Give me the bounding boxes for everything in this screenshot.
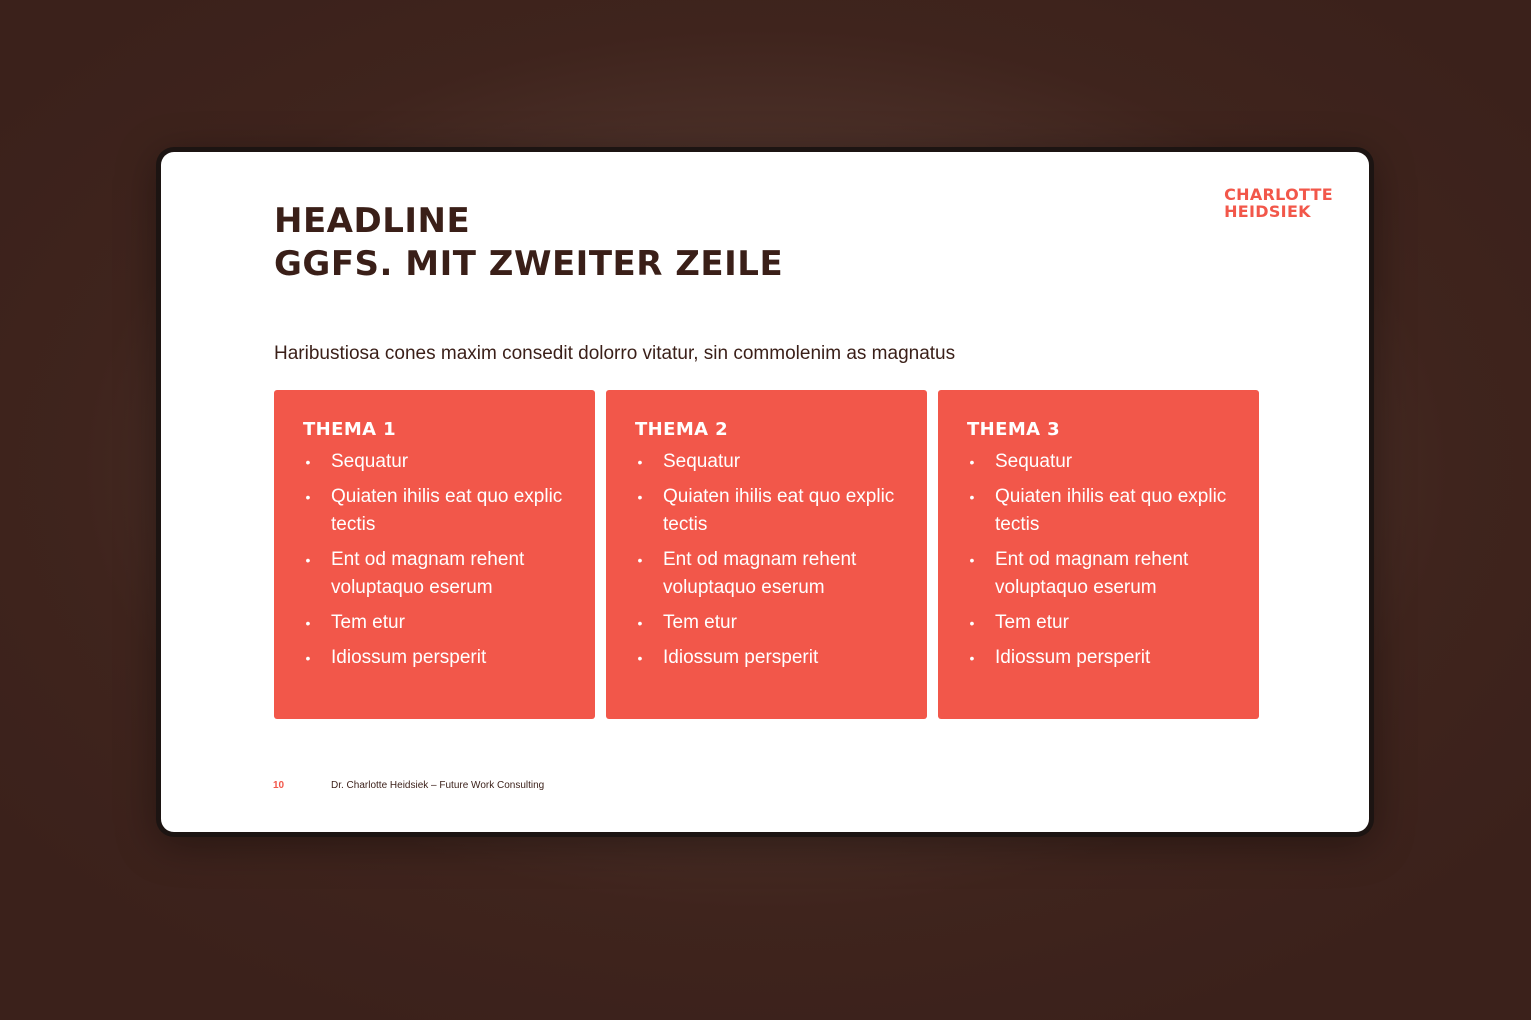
list-item (635, 644, 907, 672)
topic-cards (274, 390, 1259, 719)
footer-text: Dr. Charlotte Heidsiek – Future Work Consulting (331, 780, 545, 791)
list-item-text: Quiaten ihilis eat quo explic tectis (995, 486, 1227, 535)
list-item-text: Ent od magnam rehent voluptaquo eserum (331, 549, 525, 598)
list-item (303, 644, 575, 672)
bullet-icon: • (305, 489, 311, 505)
list-item-text: Ent od magnam rehent voluptaquo eserum (663, 549, 857, 598)
logo-line-2: HEIDSIEK (1224, 202, 1311, 221)
list-item (303, 609, 575, 637)
list-item-text: Sequatur (331, 451, 409, 472)
bullet-icon: • (969, 650, 975, 666)
list-item (967, 483, 1239, 539)
slide (161, 152, 1369, 832)
list-item-text: Tem etur (663, 612, 737, 633)
list-item (635, 448, 907, 476)
list-item (967, 644, 1239, 672)
page-number: 10 (273, 780, 285, 791)
card-title: THEMA 1 (303, 419, 397, 440)
list-item-text: Tem etur (331, 612, 405, 633)
list-item (967, 609, 1239, 637)
headline-line-2: GGFS. MIT ZWEITER ZEILE (274, 244, 784, 284)
bullet-icon: • (637, 489, 643, 505)
list-item (967, 546, 1239, 602)
topic-card-2 (606, 390, 927, 719)
list-item (635, 483, 907, 539)
brand-logo (1224, 186, 1333, 220)
list-item-text: Sequatur (995, 451, 1073, 472)
card-title: THEMA 3 (967, 419, 1061, 440)
bullet-icon: • (305, 454, 311, 470)
bullet-icon: • (969, 454, 975, 470)
logo-line-1: CHARLOTTE (1224, 185, 1333, 204)
slide-frame (156, 147, 1374, 837)
bullet-icon: • (969, 615, 975, 631)
list-item (635, 546, 907, 602)
bullet-list (635, 448, 907, 672)
bullet-icon: • (969, 489, 975, 505)
card-title: THEMA 2 (635, 419, 729, 440)
list-item-text: Tem etur (995, 612, 1069, 633)
list-item-text: Quiaten ihilis eat quo explic tectis (663, 486, 895, 535)
topic-card-1 (274, 390, 595, 719)
bullet-icon: • (305, 615, 311, 631)
bullet-icon: • (305, 552, 311, 568)
list-item (635, 609, 907, 637)
list-item-text: Ent od magnam rehent voluptaquo eserum (995, 549, 1189, 598)
headline (274, 200, 783, 286)
bullet-icon: • (637, 615, 643, 631)
topic-card-3 (938, 390, 1259, 719)
list-item-text: Idiossum persperit (663, 647, 819, 668)
list-item-text: Idiossum persperit (331, 647, 487, 668)
list-item (303, 483, 575, 539)
slide-footer (273, 779, 544, 793)
list-item (303, 448, 575, 476)
bullet-icon: • (637, 454, 643, 470)
list-item-text: Sequatur (663, 451, 741, 472)
list-item (967, 448, 1239, 476)
bullet-icon: • (305, 650, 311, 666)
bullet-list (303, 448, 575, 672)
bullet-icon: • (637, 650, 643, 666)
list-item (303, 546, 575, 602)
bullet-icon: • (637, 552, 643, 568)
headline-line-1: HEADLINE (274, 201, 471, 241)
bullet-list (967, 448, 1239, 672)
intro-text: Haribustiosa cones maxim consedit dolorro vitatur, sin commolenim as magnatus (274, 343, 956, 364)
bullet-icon: • (969, 552, 975, 568)
list-item-text: Idiossum persperit (995, 647, 1151, 668)
list-item-text: Quiaten ihilis eat quo explic tectis (331, 486, 563, 535)
